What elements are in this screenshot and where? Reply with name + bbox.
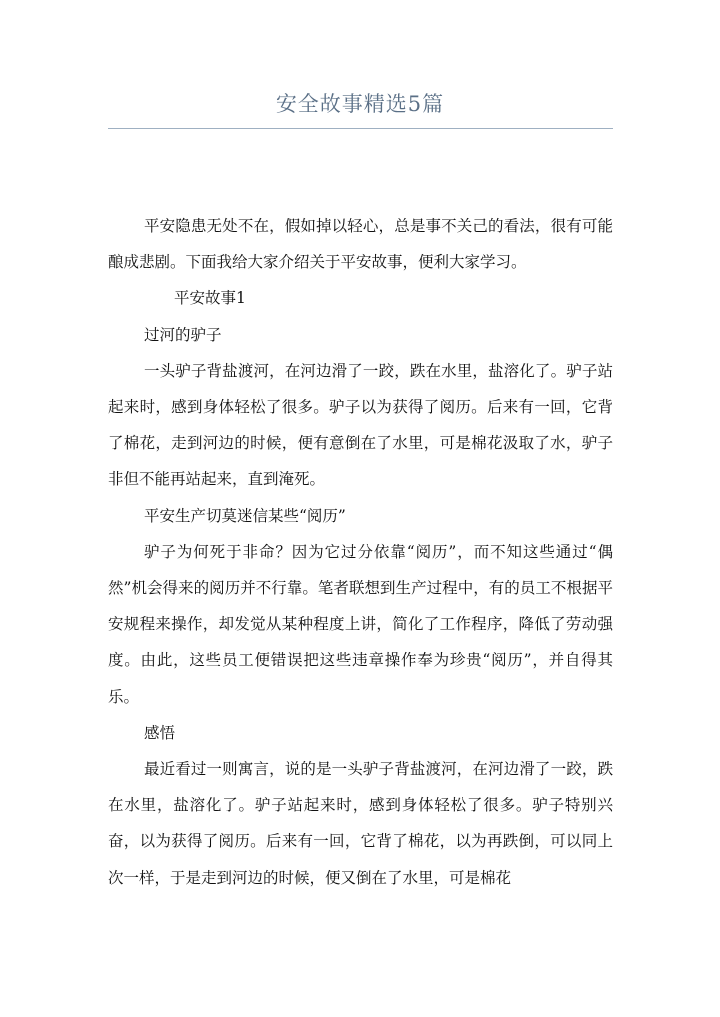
- document-body: [108, 208, 613, 896]
- subheading-experience: 平安生产切莫迷信某些“阅历”: [144, 506, 346, 525]
- title-divider: [108, 128, 613, 129]
- intro-paragraph: 平安隐患无处不在，假如掉以轻心，总是事不关己的看法，很有可能酿成悲剧。下面我给大家介绍关于平安故事，便利大家学习。: [108, 217, 613, 272]
- story-paragraph: 一头驴子背盐渡河，在河边滑了一跤，跌在水里，盐溶化了。驴子站起来时，感到身体轻松了很多。驴子以为获得了阅历。后来有一回，它背了棉花，走到河边的时候，便有意倒在了水里，可是棉花汲取了水，驴子非但不能再站起来，直到淹死。: [108, 361, 613, 489]
- reflection-paragraph: 最近看过一则寓言，说的是一头驴子背盐渡河，在河边滑了一跤，跌在水里，盐溶化了。驴子站起来时，感到身体轻松了很多。驴子特别兴奋，以为获得了阅历。后来有一回，它背了棉花，以为再跌倒，可以同上次一样，于是走到河边的时候，便又倒在了水里，可是棉花: [108, 760, 613, 887]
- subheading-reflection: 感悟: [144, 723, 176, 742]
- section-heading-story-1: 平安故事1: [174, 289, 246, 308]
- document-title: 安全故事精选5篇: [275, 92, 445, 116]
- story-title: 过河的驴子: [144, 325, 222, 344]
- analysis-paragraph: 驴子为何死于非命？因为它过分依靠“阅历”，而不知这些通过“偶然”机会得来的阅历并不行靠。笔者联想到生产过程中，有的员工不根据平安规程来操作，却发觉从某种程度上讲，简化了工作程序，降低了劳动强度。由此，这些员工便错误把这些违章操作奉为珍贵“阅历”，并自得其乐。: [108, 542, 613, 706]
